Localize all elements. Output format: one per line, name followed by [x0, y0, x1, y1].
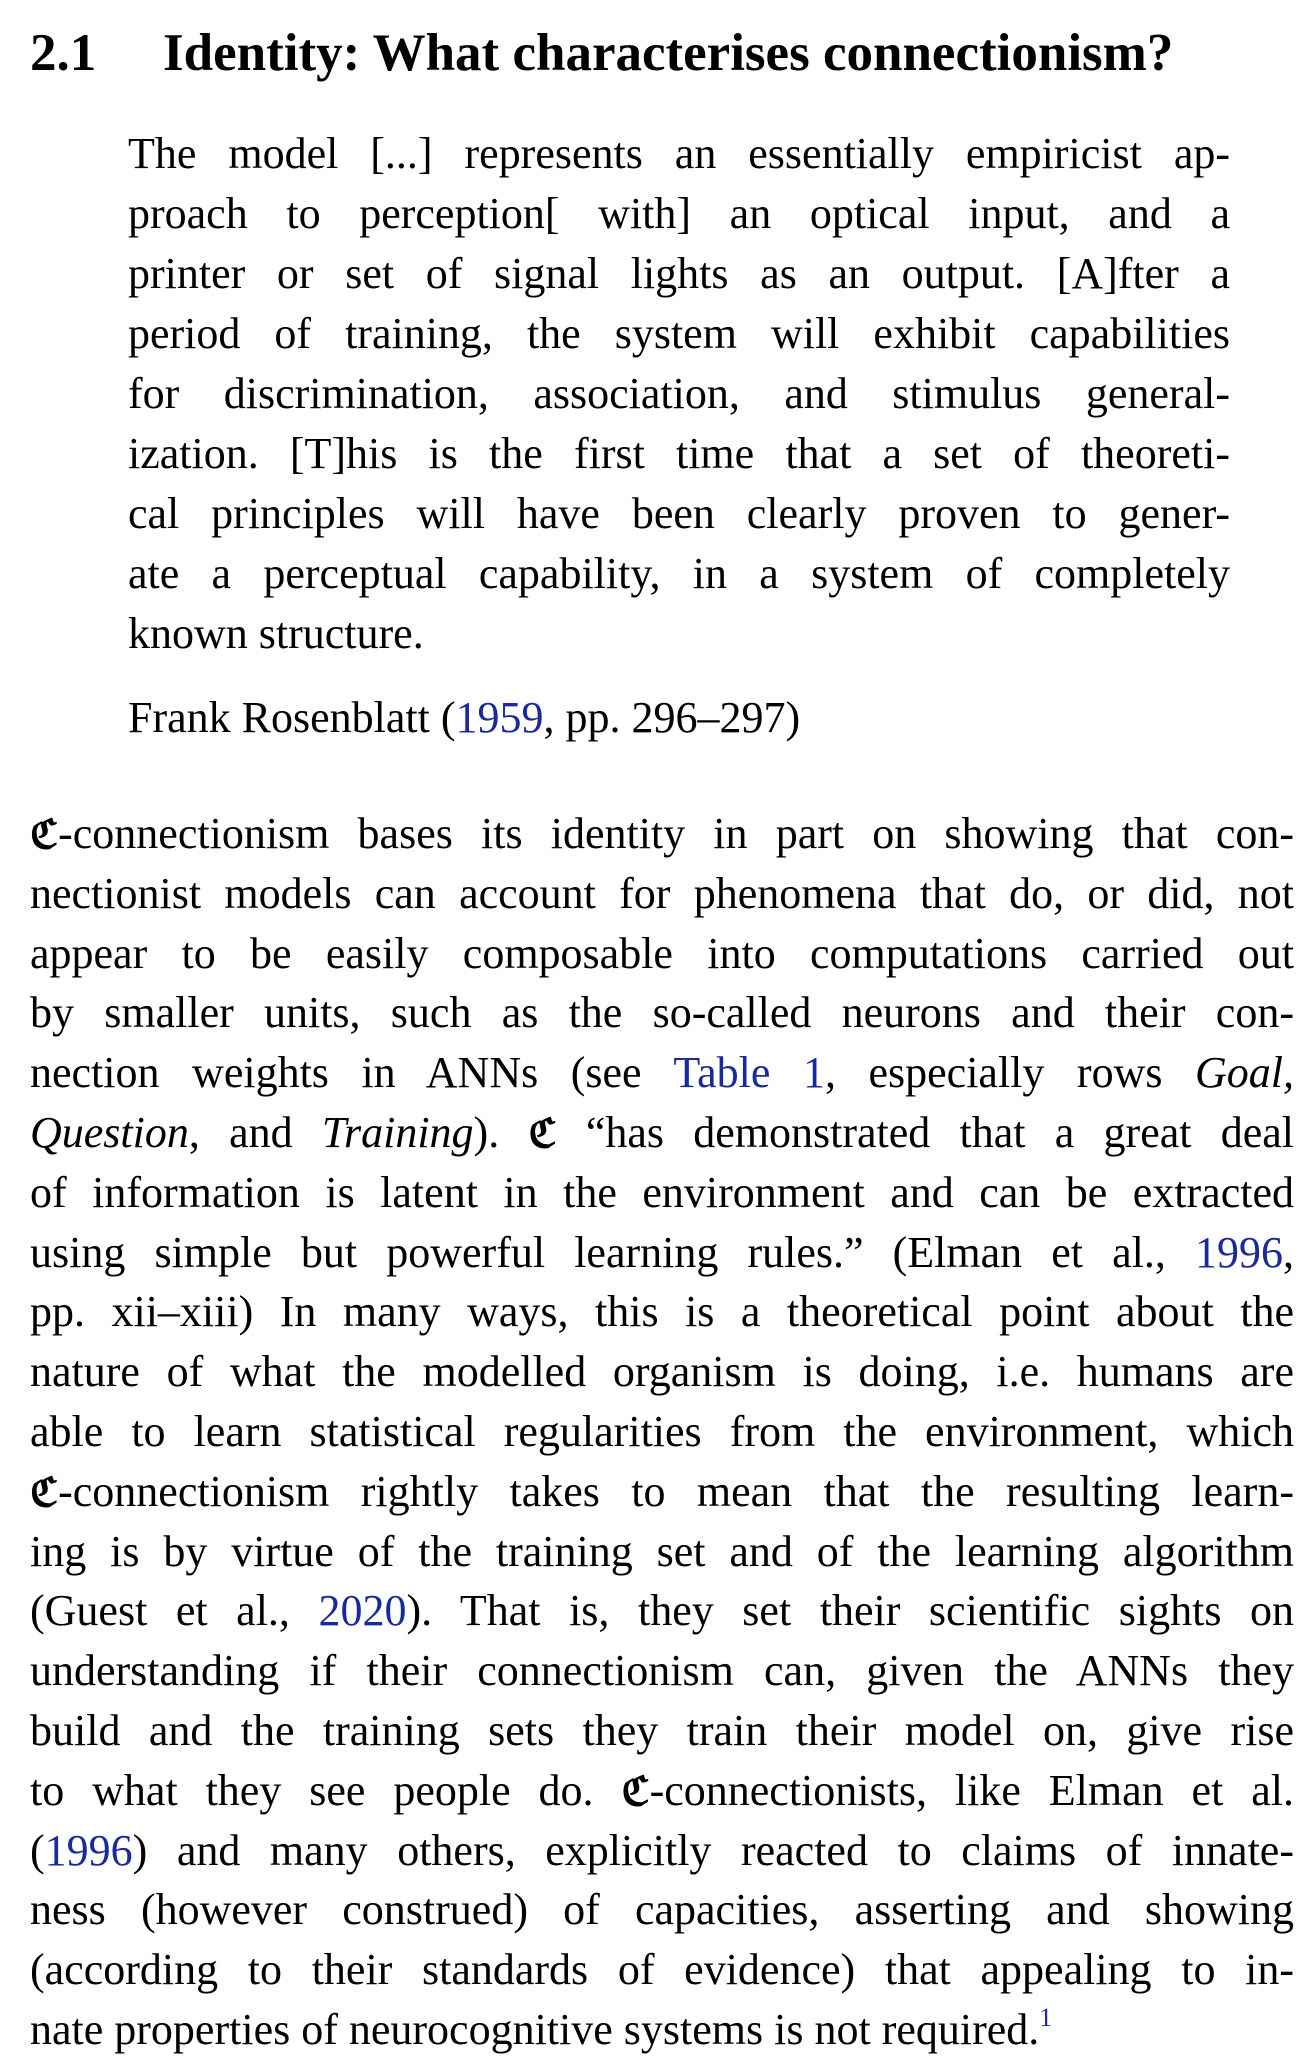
body-line: pp. xii–xiii) In many ways, this is a theoretical point about the — [30, 1287, 1294, 1337]
fraktur-c-symbol: ℭ — [621, 1767, 650, 1815]
body-line: by smaller units, such as the so-called neurons and their con- — [30, 988, 1294, 1038]
body-line: ness (however construed) of capacities, asserting and showing — [30, 1885, 1294, 1935]
citation-link-2020[interactable]: 2020 — [318, 1586, 407, 1636]
attribution-author: Frank Rosenblatt ( — [128, 693, 456, 742]
body-line: Question, and Training). ℭ “has demonstrated that a great deal — [30, 1107, 1295, 1157]
epigraph-line: period of training, the system will exhibit capabilities — [128, 309, 1230, 358]
body-paragraph — [30, 804, 1294, 2060]
epigraph-line: The model [...] represents an essentially empiricist ap- — [128, 129, 1230, 178]
fraktur-c-symbol: ℭ — [528, 1109, 557, 1157]
body-line: of information is latent in the environment and can be extracted — [30, 1167, 1294, 1217]
body-line: build and the training sets they train their model on, give rise — [30, 1705, 1294, 1755]
fraktur-c-symbol: ℭ — [30, 1468, 59, 1516]
attribution-pages: , pp. 296–297) — [543, 693, 801, 742]
section-title: Identity: What characterises connectionism? — [163, 24, 1174, 82]
body-line: able to learn statistical regularities from the environment, which — [30, 1406, 1294, 1456]
footnote-1-link[interactable]: 1 — [1039, 2002, 1053, 2032]
body-line: nection weights in ANNs (see Table 1, especially rows Goal, — [30, 1048, 1295, 1098]
body-line: nature of what the modelled organism is doing, i.e. humans are — [30, 1347, 1294, 1397]
body-line: understanding if their connectionism can, given the ANNs they — [30, 1646, 1294, 1696]
citation-link-1959[interactable]: 1959 — [455, 693, 544, 742]
citation-link-1996[interactable]: 1996 — [44, 1825, 133, 1875]
body-line: (1996) and many others, explicitly reacted to claims of innate- — [30, 1825, 1294, 1875]
epigraph-line: proach to perception[ with] an optical input, and a — [128, 189, 1230, 238]
epigraph-line: ate a perceptual capability, in a system of completely — [128, 549, 1230, 598]
epigraph-line: ization. [T]his is the first time that a set of theoreti- — [128, 429, 1230, 478]
body-line: nectionist models can account for phenomena that do, or did, not — [30, 868, 1294, 918]
epigraph-line: known structure. — [128, 609, 424, 658]
table-1-link[interactable]: Table 1 — [673, 1048, 825, 1098]
epigraph-line: printer or set of signal lights as an output. [A]fter a — [128, 249, 1230, 298]
body-line: appear to be easily composable into computations carried out — [30, 928, 1294, 978]
epigraph-line: for discrimination, association, and stimulus general- — [128, 369, 1230, 418]
body-line: ℭ-connectionism bases its identity in part on showing that con- — [30, 809, 1294, 858]
epigraph-line: cal principles will have been clearly proven to gener- — [128, 489, 1230, 538]
body-line: ℭ-connectionism rightly takes to mean that the resulting learn- — [30, 1466, 1294, 1516]
epigraph-quote — [128, 124, 1230, 664]
body-line: using simple but powerful learning rules.” (Elman et al., 1996, — [30, 1227, 1294, 1277]
epigraph-attribution — [128, 688, 800, 748]
citation-link-1996[interactable]: 1996 — [1195, 1227, 1283, 1277]
body-line: to what they see people do. ℭ-connectionists, like Elman et al. — [30, 1765, 1294, 1815]
section-heading — [30, 18, 1173, 88]
body-line: ing is by virtue of the training set and of the learning algorithm — [30, 1526, 1294, 1576]
body-line: (according to their standards of evidence) that appealing to in- — [30, 1945, 1294, 1995]
section-number: 2.1 — [30, 24, 97, 82]
fraktur-c-symbol: ℭ — [30, 811, 59, 858]
body-line: nate properties of neurocognitive systems is not required.$^1$ — [30, 2002, 1053, 2054]
body-line: (Guest et al., 2020). That is, they set their scientific sights on — [30, 1586, 1294, 1636]
